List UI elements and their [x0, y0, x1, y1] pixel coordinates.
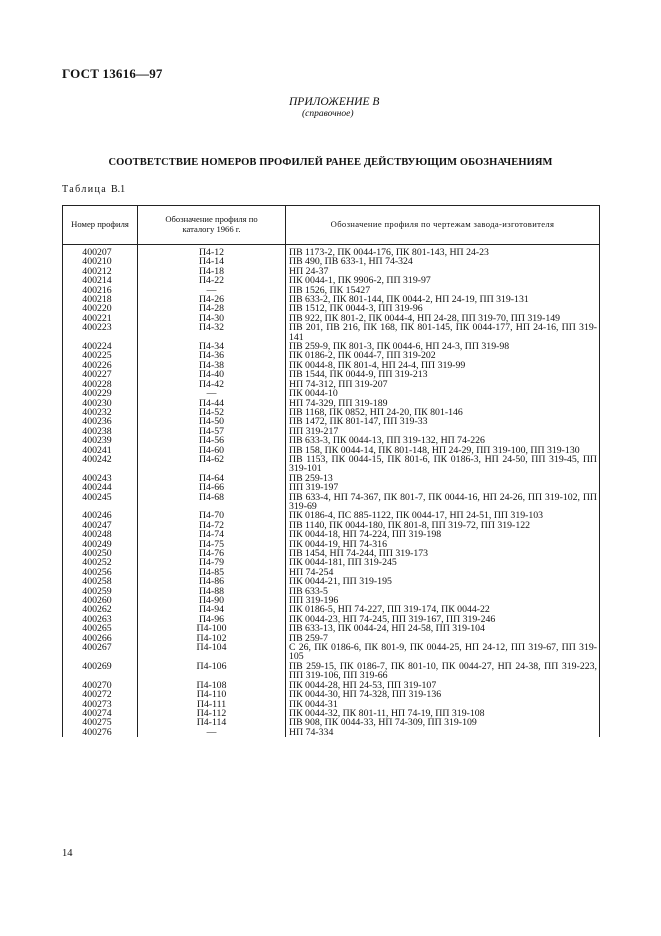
drawing-designation-cell: ПВ 1544, ПК 0044-9, ПП 319-213 [286, 370, 600, 379]
catalog-designation-cell: П4-22 [138, 276, 286, 285]
table-row [63, 643, 600, 662]
profile-number-cell: 400241 [63, 446, 138, 455]
profile-number-cell: 400248 [63, 530, 138, 539]
drawing-designation-cell: ПК 0186-2, ПК 0044-7, ПП 319-202 [286, 351, 600, 360]
catalog-designation-cell: П4-108 [138, 681, 286, 690]
profile-number-cell: 400245 [63, 493, 138, 512]
catalog-designation-cell: П4-85 [138, 568, 286, 577]
appendix-title: ПРИЛОЖЕНИЕ В [289, 96, 380, 108]
catalog-designation-cell: П4-32 [138, 323, 286, 342]
drawing-designation-cell: ПВ 1526, ПК 15427 [286, 286, 600, 295]
drawing-designation-cell: ПВ 1454, НП 74-244, ПП 319-173 [286, 549, 600, 558]
catalog-designation-cell: П4-56 [138, 436, 286, 445]
catalog-designation-cell: П4-106 [138, 662, 286, 681]
catalog-designation-cell: — [138, 389, 286, 398]
drawing-designation-cell: ПВ 259-9, ПК 801-3, ПК 0044-6, НП 24-3, ПП 319-98 [286, 342, 600, 351]
drawing-designation-cell: НП 24-37 [286, 267, 600, 276]
drawing-designation-cell: ПВ 259-15, ПК 0186-7, ПК 801-10, ПК 0044-27, НП 24-38, ПП 319-223, ПП 319-106, ПП 319-66 [286, 662, 600, 681]
drawing-designation-cell: ПП 319-196 [286, 596, 600, 605]
table-row [63, 323, 600, 342]
drawing-designation-cell: ПВ 1153, ПК 0044-15, ПК 801-6, ПК 0186-3, НП 24-50, ПП 319-45, ПП 319-101 [286, 455, 600, 474]
drawing-designation-cell: ПВ 908, ПК 0044-33, НП 74-309, ПП 319-109 [286, 718, 600, 727]
profile-number-cell: 400220 [63, 304, 138, 313]
section-heading: СООТВЕТСТВИЕ НОМЕРОВ ПРОФИЛЕЙ РАНЕЕ ДЕЙСТВУЮЩИМ ОБОЗНАЧЕНИЯМ [108, 157, 553, 168]
table-row [63, 455, 600, 474]
profile-number-cell: 400218 [63, 295, 138, 304]
profile-number-cell: 400246 [63, 511, 138, 520]
profile-number-cell: 400267 [63, 643, 138, 662]
profile-number-cell: 400212 [63, 267, 138, 276]
drawing-designation-cell: НП 74-334 [286, 728, 600, 737]
profiles-table [62, 205, 600, 737]
appendix-note: (справочное) [302, 109, 354, 119]
catalog-designation-cell: П4-40 [138, 370, 286, 379]
profile-number-cell: 400273 [63, 700, 138, 709]
table-row [63, 257, 600, 266]
profile-number-cell: 400252 [63, 558, 138, 567]
catalog-designation-cell: П4-60 [138, 446, 286, 455]
drawing-designation-cell: НП 74-329, ПП 319-189 [286, 399, 600, 408]
profile-number-cell: 400230 [63, 399, 138, 408]
drawing-designation-cell: ПВ 1140, ПК 0044-180, ПК 801-8, ПП 319-72, ПП 319-122 [286, 521, 600, 530]
drawing-designation-cell: ПК 0044-28, НП 24-53, ПП 319-107 [286, 681, 600, 690]
catalog-designation-cell: П4-38 [138, 361, 286, 370]
profile-number-cell: 400225 [63, 351, 138, 360]
drawing-designation-cell: ПК 0044-32, ПК 801-11, НП 74-19, ПП 319-108 [286, 709, 600, 718]
catalog-designation-cell: П4-72 [138, 521, 286, 530]
catalog-designation-cell: П4-102 [138, 634, 286, 643]
catalog-designation-cell: П4-52 [138, 408, 286, 417]
drawing-designation-cell: ПВ 201, ПВ 216, ПК 168, ПК 801-145, ПК 0044-177, НП 24-16, ПП 319-141 [286, 323, 600, 342]
catalog-designation-cell: П4-44 [138, 399, 286, 408]
drawing-designation-cell: ПК 0044-181, ПП 319-245 [286, 558, 600, 567]
profile-number-cell: 400270 [63, 681, 138, 690]
drawing-designation-cell: ПВ 633-2, ПК 801-144, ПК 0044-2, НП 24-19, ПП 319-131 [286, 295, 600, 304]
catalog-designation-cell: П4-42 [138, 380, 286, 389]
table-caption-number: В.1 [110, 184, 126, 195]
catalog-designation-cell: П4-114 [138, 718, 286, 727]
catalog-designation-cell: П4-75 [138, 540, 286, 549]
drawing-designation-cell: ПВ 633-5 [286, 587, 600, 596]
drawing-designation-cell: НП 74-312, ПП 319-207 [286, 380, 600, 389]
profile-number-cell: 400256 [63, 568, 138, 577]
catalog-designation-cell: П4-36 [138, 351, 286, 360]
table-caption-word: Таблица [62, 184, 108, 195]
drawing-designation-cell: ПК 0044-21, ПП 319-195 [286, 577, 600, 586]
profile-number-cell: 400260 [63, 596, 138, 605]
catalog-designation-cell: П4-94 [138, 605, 286, 614]
table-row [63, 493, 600, 512]
catalog-designation-cell: П4-26 [138, 295, 286, 304]
profile-number-cell: 400247 [63, 521, 138, 530]
profile-number-cell: 400236 [63, 417, 138, 426]
catalog-designation-cell: — [138, 728, 286, 737]
table-row [63, 624, 600, 633]
catalog-designation-cell: П4-112 [138, 709, 286, 718]
catalog-designation-cell: П4-34 [138, 342, 286, 351]
drawing-designation-cell: ПК 0044-18, НП 74-224, ПП 319-198 [286, 530, 600, 539]
drawing-designation-cell: ПК 0044-30, НП 74-328, ПП 319-136 [286, 690, 600, 699]
catalog-designation-cell: П4-104 [138, 643, 286, 662]
catalog-designation-cell: П4-90 [138, 596, 286, 605]
profile-number-cell: 400214 [63, 276, 138, 285]
column-header-drawings: Обозначение профиля по чертежам завода-изготовителя [286, 206, 600, 245]
drawing-designation-cell: НП 74-254 [286, 568, 600, 577]
table-row [63, 577, 600, 586]
profile-number-cell: 400272 [63, 690, 138, 699]
catalog-designation-cell: П4-86 [138, 577, 286, 586]
drawing-designation-cell: ПВ 259-7 [286, 634, 600, 643]
catalog-designation-cell: — [138, 286, 286, 295]
drawing-designation-cell: ПВ 1472, ПК 801-147, ПП 319-33 [286, 417, 600, 426]
drawing-designation-cell: ПВ 633-3, ПК 0044-13, ПП 319-132, НП 74-226 [286, 436, 600, 445]
drawing-designation-cell: ПВ 490, ПВ 633-1, НП 74-324 [286, 257, 600, 266]
standard-title: ГОСТ 13616—97 [62, 66, 163, 81]
profile-number-cell: 400223 [63, 323, 138, 342]
table-row [63, 662, 600, 681]
profile-number-cell: 400275 [63, 718, 138, 727]
column-header-number: Номер профиля [63, 206, 138, 245]
catalog-designation-cell: П4-70 [138, 511, 286, 520]
profile-number-cell: 400207 [63, 245, 138, 258]
catalog-designation-cell: П4-50 [138, 417, 286, 426]
catalog-designation-cell: П4-64 [138, 474, 286, 483]
profile-number-cell: 400269 [63, 662, 138, 681]
catalog-designation-cell: П4-74 [138, 530, 286, 539]
catalog-designation-cell: П4-76 [138, 549, 286, 558]
catalog-designation-cell: П4-30 [138, 314, 286, 323]
catalog-designation-cell: П4-111 [138, 700, 286, 709]
table-body [63, 245, 600, 738]
page-number: 14 [62, 848, 73, 859]
profile-number-cell: 400259 [63, 587, 138, 596]
drawing-designation-cell: ПК 0186-5, НП 74-227, ПП 319-174, ПК 0044-22 [286, 605, 600, 614]
profile-number-cell: 400228 [63, 380, 138, 389]
profile-number-cell: 400226 [63, 361, 138, 370]
profile-number-cell: 400265 [63, 624, 138, 633]
catalog-designation-cell: П4-14 [138, 257, 286, 266]
profile-number-cell: 400243 [63, 474, 138, 483]
profile-number-cell: 400262 [63, 605, 138, 614]
drawing-designation-cell: ПК 0044-19, НП 74-316 [286, 540, 600, 549]
catalog-designation-cell: П4-18 [138, 267, 286, 276]
table-caption [62, 184, 125, 195]
drawing-designation-cell: ПК 0044-10 [286, 389, 600, 398]
profile-number-cell: 400238 [63, 427, 138, 436]
drawing-designation-cell: ПК 0044-8, ПК 801-4, НП 24-4, ПП 319-99 [286, 361, 600, 370]
drawing-designation-cell: ПК 0044-23, НП 74-245, ПП 319-167, ПП 319-246 [286, 615, 600, 624]
profile-number-cell: 400229 [63, 389, 138, 398]
catalog-designation-cell: П4-62 [138, 455, 286, 474]
drawing-designation-cell: ПП 319-217 [286, 427, 600, 436]
drawing-designation-cell: ПВ 158, ПК 0044-14, ПК 801-148, НП 24-29, ПП 319-100, ПП 319-130 [286, 446, 600, 455]
drawing-designation-cell: С 26, ПК 0186-6, ПК 801-9, ПК 0044-25, НП 24-12, ПП 319-67, ПП 319-105 [286, 643, 600, 662]
column-header-catalog: Обозначение профиля по каталогу 1966 г. [138, 206, 286, 245]
profile-number-cell: 400276 [63, 728, 138, 737]
catalog-designation-cell: П4-88 [138, 587, 286, 596]
catalog-designation-cell: П4-110 [138, 690, 286, 699]
profile-number-cell: 400266 [63, 634, 138, 643]
drawing-designation-cell: ПВ 1512, ПК 0044-3, ПП 319-96 [286, 304, 600, 313]
profile-number-cell: 400250 [63, 549, 138, 558]
profile-number-cell: 400244 [63, 483, 138, 492]
drawing-designation-cell: ПК 0186-4, ПС 885-1122, ПК 0044-17, НП 24-51, ПП 319-103 [286, 511, 600, 520]
profile-number-cell: 400239 [63, 436, 138, 445]
profile-number-cell: 400224 [63, 342, 138, 351]
table-row [63, 728, 600, 737]
drawing-designation-cell: ПВ 922, ПК 801-2, ПК 0044-4, НП 24-28, ПП 319-70, ПП 319-149 [286, 314, 600, 323]
catalog-designation-cell: П4-68 [138, 493, 286, 512]
drawing-designation-cell: ПВ 633-13, ПК 0044-24, НП 24-58, ПП 319-104 [286, 624, 600, 633]
profile-number-cell: 400274 [63, 709, 138, 718]
profile-number-cell: 400216 [63, 286, 138, 295]
catalog-designation-cell: П4-12 [138, 245, 286, 258]
drawing-designation-cell: ПВ 633-4, НП 74-367, ПК 801-7, ПК 0044-16, НП 24-26, ПП 319-102, ПП 319-69 [286, 493, 600, 512]
drawing-designation-cell: ПК 0044-1, ПК 9906-2, ПП 319-97 [286, 276, 600, 285]
catalog-designation-cell: П4-100 [138, 624, 286, 633]
table-header-row [63, 206, 600, 245]
profile-number-cell: 400232 [63, 408, 138, 417]
drawing-designation-cell: ПВ 259-13 [286, 474, 600, 483]
profile-number-cell: 400263 [63, 615, 138, 624]
profile-number-cell: 400258 [63, 577, 138, 586]
profile-number-cell: 400221 [63, 314, 138, 323]
catalog-designation-cell: П4-96 [138, 615, 286, 624]
catalog-designation-cell: П4-28 [138, 304, 286, 313]
catalog-designation-cell: П4-79 [138, 558, 286, 567]
drawing-designation-cell: ПВ 1173-2, ПК 0044-176, ПК 801-143, НП 24-23 [286, 245, 600, 258]
drawing-designation-cell: ПП 319-197 [286, 483, 600, 492]
profile-number-cell: 400242 [63, 455, 138, 474]
drawing-designation-cell: ПК 0044-31 [286, 700, 600, 709]
profile-number-cell: 400227 [63, 370, 138, 379]
catalog-designation-cell: П4-66 [138, 483, 286, 492]
catalog-designation-cell: П4-57 [138, 427, 286, 436]
profile-number-cell: 400249 [63, 540, 138, 549]
drawing-designation-cell: ПВ 1168, ПК 0852, НП 24-20, ПК 801-146 [286, 408, 600, 417]
profile-number-cell: 400210 [63, 257, 138, 266]
